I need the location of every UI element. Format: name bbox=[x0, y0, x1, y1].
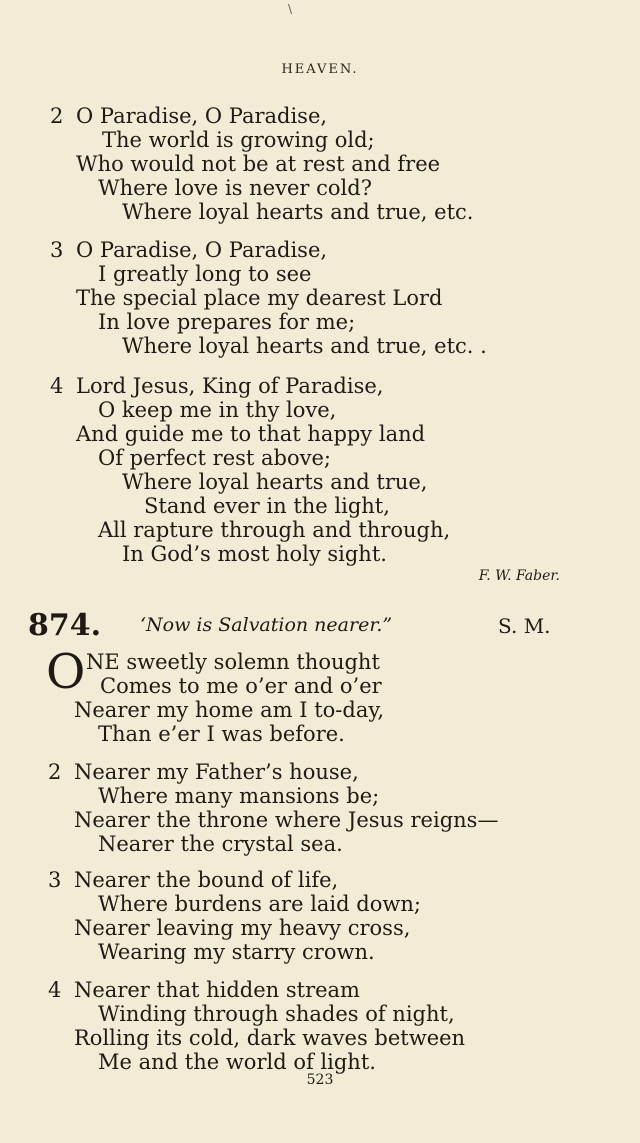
top-mark: \ bbox=[288, 2, 293, 16]
verse-line: I greatly long to see bbox=[98, 262, 312, 286]
drop-cap: O bbox=[46, 644, 86, 700]
stanza-number: 3 bbox=[50, 238, 64, 262]
stanza-number: 2 bbox=[50, 104, 64, 128]
verse-line: Winding through shades of night, bbox=[98, 1002, 455, 1026]
hymn-meter: S. M. bbox=[498, 614, 551, 638]
verse-line: Nearer my Father’s house, bbox=[74, 760, 359, 784]
hymn-number: 874. bbox=[28, 608, 102, 643]
verse-line: In love prepares for me; bbox=[98, 310, 356, 334]
verse-line: Me and the world of light. bbox=[98, 1050, 376, 1074]
verse-line: Wearing my starry crown. bbox=[98, 940, 375, 964]
verse-line: The special place my dearest Lord bbox=[76, 286, 443, 310]
verse-line: Nearer the bound of life, bbox=[74, 868, 339, 892]
verse-line: Where loyal hearts and true, etc. . bbox=[122, 334, 487, 358]
verse-line: O Paradise, O Paradise, bbox=[76, 238, 328, 262]
verse-line: Nearer leaving my heavy cross, bbox=[74, 916, 411, 940]
verse-line: O Paradise, O Paradise, bbox=[76, 104, 328, 128]
page-number: 523 bbox=[306, 1072, 334, 1088]
stanza-number: 3 bbox=[48, 868, 62, 892]
verse-line: Nearer the throne where Jesus reigns— bbox=[74, 808, 499, 832]
verse-line: All rapture through and through, bbox=[98, 518, 451, 542]
verse-line: Stand ever in the light, bbox=[144, 494, 390, 518]
verse-line: Of perfect rest above; bbox=[98, 446, 331, 470]
verse-line: Who would not be at rest and free bbox=[76, 152, 441, 176]
verse-line: Than e’er I was before. bbox=[98, 722, 345, 746]
verse-line: Lord Jesus, King of Paradise, bbox=[76, 374, 384, 398]
verse-line: Rolling its cold, dark waves between bbox=[74, 1026, 466, 1050]
stanza-number: 4 bbox=[48, 978, 62, 1002]
verse-line: The world is growing old; bbox=[102, 128, 375, 152]
verse-line: Comes to me o’er and o’er bbox=[100, 674, 382, 698]
verse-line: Nearer that hidden stream bbox=[74, 978, 360, 1002]
verse-line: Nearer my home am I to-day, bbox=[74, 698, 385, 722]
verse-line: NE sweetly solemn thought bbox=[86, 650, 380, 674]
verse-line: Where loyal hearts and true, etc. bbox=[122, 200, 474, 224]
hymn-title: ‘Now is Salvation nearer.” bbox=[140, 614, 393, 636]
verse-line: Nearer the crystal sea. bbox=[98, 832, 343, 856]
stanza-number: 4 bbox=[50, 374, 64, 398]
verse-line: Where burdens are laid down; bbox=[98, 892, 421, 916]
verse-line: In God’s most holy sight. bbox=[122, 542, 387, 566]
verse-line: Where loyal hearts and true, bbox=[122, 470, 428, 494]
verse-line: Where many mansions be; bbox=[98, 784, 380, 808]
stanza-number: 2 bbox=[48, 760, 62, 784]
verse-line: O keep me in thy love, bbox=[98, 398, 337, 422]
verse-line: Where love is never cold? bbox=[98, 176, 372, 200]
page-header: HEAVEN. bbox=[281, 62, 359, 77]
attribution: F. W. Faber. bbox=[478, 568, 560, 584]
verse-line: And guide me to that happy land bbox=[76, 422, 426, 446]
